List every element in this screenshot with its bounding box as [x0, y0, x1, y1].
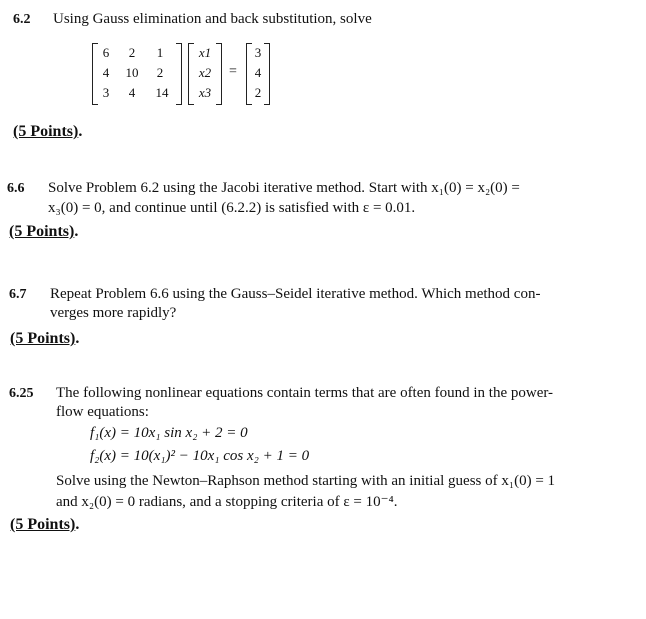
matrix-a-cell: 2: [128, 45, 136, 60]
problem-6-6-line2: x₃(0) = 0, and continue until (6.2.2) is satisfied with ε = 0.01.: [48, 200, 416, 216]
matrix-a-cell: 4: [102, 65, 110, 80]
problem-6-7-line2: verges more rapidly?: [50, 305, 177, 321]
problem-6-7-line1: Repeat Problem 6.6 using the Gauss–Seidel iterative method. Which method con-: [50, 286, 541, 302]
matrix-a-cell: 2: [156, 65, 164, 80]
equation-f2: f₂(x) = 10(x₁)² − 10x₁ cos x₂ + 1 = 0: [90, 448, 310, 464]
vector-x-cell: x1: [198, 45, 212, 60]
matrix-a-cell: 3: [102, 85, 110, 100]
matrix-a: [92, 43, 182, 105]
problem-6-25-line2: flow equations:: [56, 404, 149, 420]
problem-6-7-points: (5 Points).: [10, 330, 80, 347]
matrix-a-cell: 4: [128, 85, 136, 100]
equals-sign: =: [229, 64, 237, 79]
problem-6-25-points: (5 Points).: [10, 516, 80, 533]
problem-6-25-line3: Solve using the Newton–Raphson method starting with an initial guess of x₁(0) = 1: [56, 473, 556, 489]
problem-6-7-number: 6.7: [9, 287, 27, 302]
problem-6-2-text: Using Gauss elimination and back substitution, solve: [53, 11, 372, 27]
vector-x-cell: x3: [198, 85, 212, 100]
problem-6-25-line1: The following nonlinear equations contain terms that are often found in the power-: [56, 385, 554, 401]
vector-b: [246, 43, 270, 105]
problem-6-25-line4: and x₂(0) = 0 radians, and a stopping criteria of ε = 10⁻⁴.: [56, 494, 398, 510]
vector-b-cell: 4: [254, 65, 262, 80]
problem-6-6-points: (5 Points).: [9, 223, 79, 240]
matrix-a-cell: 10: [125, 65, 139, 80]
vector-x: [188, 43, 222, 105]
matrix-a-cell: 1: [156, 45, 164, 60]
problem-6-2-number: 6.2: [13, 12, 31, 27]
matrix-a-cell: 6: [102, 45, 110, 60]
matrix-a-cell: 14: [155, 85, 169, 100]
problem-6-25-number: 6.25: [9, 386, 34, 401]
problem-6-6-number: 6.6: [7, 181, 25, 196]
equation-f1: f₁(x) = 10x₁ sin x₂ + 2 = 0: [90, 425, 248, 441]
vector-b-cell: 2: [254, 85, 262, 100]
vector-x-cell: x2: [198, 65, 212, 80]
vector-b-cell: 3: [254, 45, 262, 60]
problem-6-2-points: (5 Points).: [13, 123, 83, 140]
problem-6-6-line1: Solve Problem 6.2 using the Jacobi iterative method. Start with x₁(0) = x₂(0) =: [48, 180, 520, 196]
